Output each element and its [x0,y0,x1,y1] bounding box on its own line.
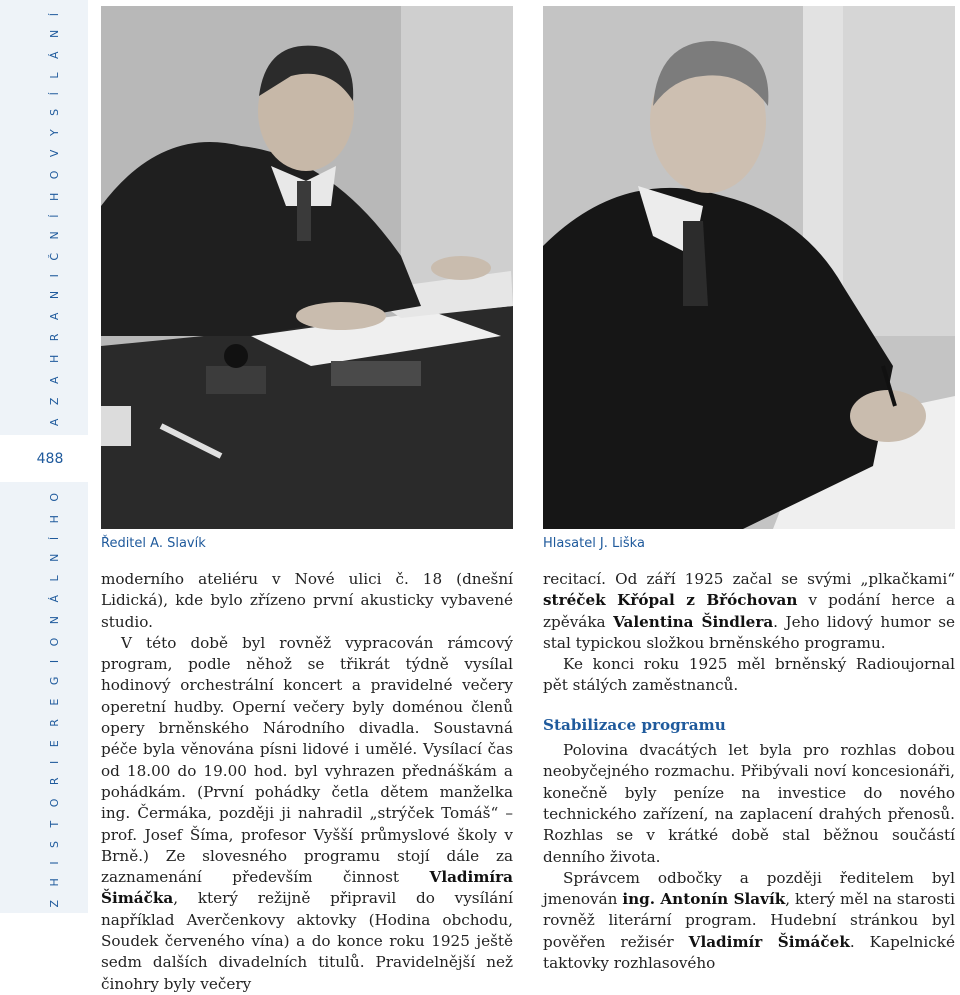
highlighted-name: Valentina Šindlera [613,612,774,631]
paragraph: Polovina dvacátých let byla pro rozhlas dobou neobyčejného rozmachu. Přibývali noví koncesionáři, konečně byly peníze na investice do nového technického zařízení, na zaplacení drahých přenosů. Rozhlas se v krátké době stal běžnou součástí denního života. [543,741,955,866]
text-column-left [101,569,513,995]
highlighted-name: Vladimíra Šimáčka [101,868,513,908]
highlighted-name: stréček Křópal z Břóchovan [543,591,798,610]
photo-director-slavik [101,6,513,529]
page-number: 488 [20,442,80,476]
section-heading: Stabilizace programu [543,715,726,734]
paragraph: recitací. Od září 1925 začal se svými „plkačkami“ stréček Křópal z Břóchovan v podání herce a zpěváka Valentina Šindlera. Jeho lidový humor se stal typickou složkou brněnského programu. [543,570,956,652]
paragraph: V této době byl rovněž vypracován rámcový program, podle něhož se třikrát týdně vysílal hodinový orchestrální koncert a pravidelné večery operetní hudby. Operní večery byly doménou členů opery brněnského Národního divadla. Soustavná péče byla věnována písni lidové i umělé. Vysílací čas od 18.00 do 19.00 hod. byl vyhrazen přednáškám a pohádkám. (První pohádky četla dětem manželka ing. Čermáka, později ji nahradil „strýček Tomáš“ – prof. Josef Šíma, profesor Vyšší průmyslové školy v Brně.) Ze slovesného programu stojí dále za zaznamenání především činnost Vladimíra Šimáčka, který režijně připravil do vysílání například Averčenkovy aktovky (Hodina obchodu, Soudek červeného vína) a do konce roku 1925 ještě sedm dalších divadelních titulů. Pravidelnější než činohry byly večery [101,633,513,993]
sidebar [0,0,88,913]
sidebar-top-band [0,0,88,435]
highlighted-name: Vladimír Šimáček [688,932,850,951]
sidebar-bottom-band [0,482,88,913]
paragraph: Správcem odbočky a později ředitelem byl jmenován ing. Antonín Slavík, který měl na starosti rovněž literární program. Hudební stránkou byl pověřen režisér Vladimír Šimáček. Kapelnické taktovky rozhlasového [543,868,955,973]
photo-announcer-liska [543,6,955,529]
paragraph: Ke konci roku 1925 měl brněnský Radioujornal pět stálých zaměstnanců. [543,655,955,695]
running-title-top: A Z A H R A N I Č N Í H O V Y S Í L Á N Í [47,8,61,427]
running-title-bottom: Z H I S T O R I E R E G I O N Á L N Í H O [47,487,61,908]
text-column-right [543,569,955,974]
photo-caption-left: Ředitel A. Slavík [101,536,206,551]
photo-caption-right: Hlasatel J. Liška [543,536,645,551]
paragraph: moderního ateliéru v Nové ulici č. 18 (dnešní Lidická), kde bylo zřízeno první akusticky vybavené studio. [101,570,513,631]
highlighted-name: ing. Antonín Slavík [622,890,786,909]
